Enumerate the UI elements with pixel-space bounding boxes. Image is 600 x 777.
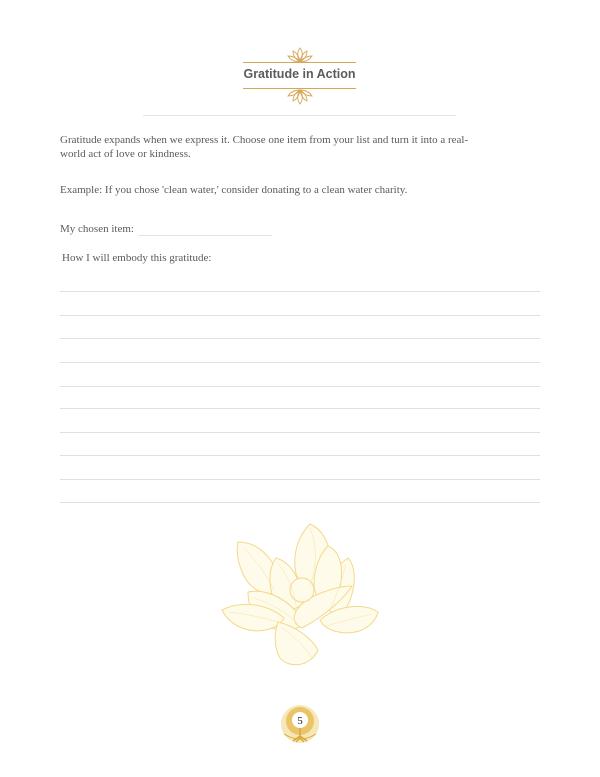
embody-label: How I will embody this gratitude: xyxy=(62,252,212,264)
header-divider xyxy=(143,115,456,116)
writing-line[interactable] xyxy=(60,408,540,409)
ornament-line-top xyxy=(243,62,356,63)
intro-paragraph: Gratitude expands when we express it. Choose one item from your list and turn it into a real-world act of love or kindness. xyxy=(60,134,469,160)
page-number-badge xyxy=(280,704,320,744)
writing-line[interactable] xyxy=(60,338,540,339)
writing-line[interactable] xyxy=(60,386,540,387)
page-header xyxy=(243,44,356,108)
lotus-icon xyxy=(287,89,313,105)
example-paragraph: Example: If you chose 'clean water,' consider donating to a clean water charity. xyxy=(60,184,408,196)
writing-line[interactable] xyxy=(60,502,540,503)
chosen-item-field[interactable] xyxy=(138,235,272,236)
page-title: Gratitude in Action xyxy=(243,67,356,81)
chosen-item-label: My chosen item: xyxy=(60,223,134,235)
writing-line[interactable] xyxy=(60,291,540,292)
lotus-flower-icon xyxy=(218,518,382,670)
writing-line[interactable] xyxy=(60,432,540,433)
writing-line[interactable] xyxy=(60,479,540,480)
page-number: 5 xyxy=(297,715,303,727)
lotus-icon xyxy=(287,47,313,63)
writing-line[interactable] xyxy=(60,455,540,456)
writing-line[interactable] xyxy=(60,362,540,363)
writing-line[interactable] xyxy=(60,315,540,316)
